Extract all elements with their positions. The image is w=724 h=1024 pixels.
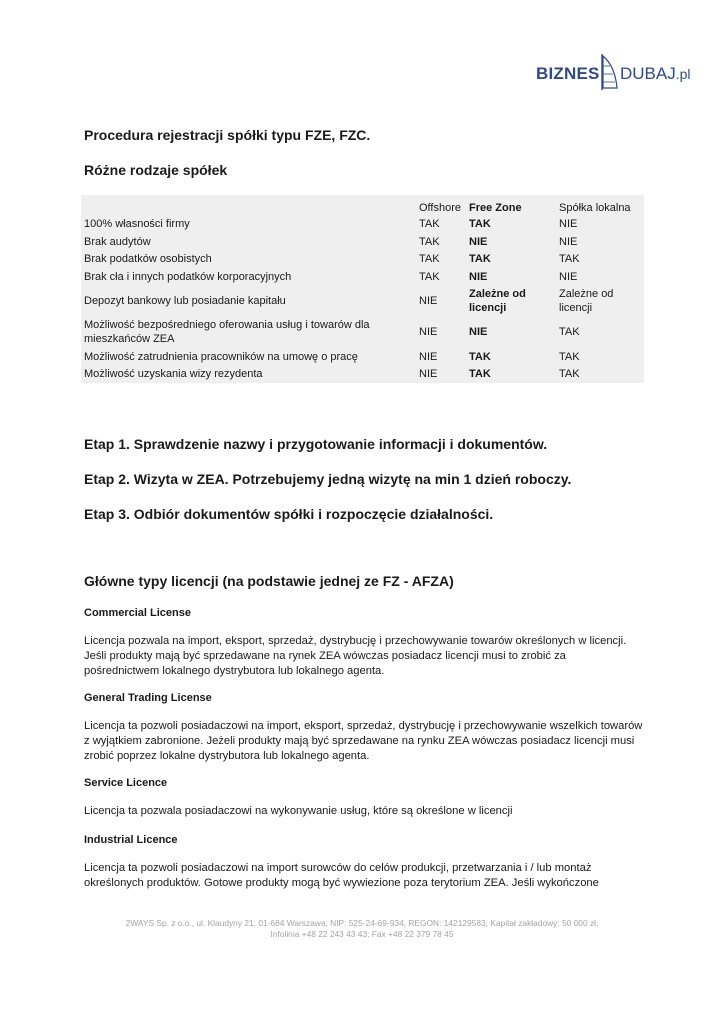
company-logo — [536, 52, 708, 92]
step-3-heading: Etap 3. Odbiór dokumentów spółki i rozpoczęcie działalności. — [84, 506, 494, 522]
free-zone-value: TAK — [469, 253, 491, 266]
section-heading-company-types: Różne rodzaje spółek — [84, 162, 228, 178]
offshore-value: TAK — [419, 235, 440, 248]
offshore-value: TAK — [419, 270, 440, 283]
row-label: Brak cła i innych podatków korporacyjnych — [84, 270, 292, 283]
license-description-commercial: Licencja pozwala na import, eksport, sprzedaż, dystrybucję i przechowywanie towarów określonych w licencji. Jeśli produkty mają być sprzedawane na rynek ZEA wówczas posiadacz licencji musi to zrobić za pośrednictwem lokalnego dystrybutora lub lokalnego agenta. — [84, 635, 627, 677]
table-row — [81, 317, 644, 348]
offshore-value: TAK — [419, 217, 440, 230]
logo-text-biznes: BIZNES — [536, 64, 600, 83]
table-row — [81, 348, 644, 366]
free-zone-value: TAK — [469, 368, 491, 381]
header-cell-local-company: Spółka lokalna — [559, 202, 631, 214]
step-2-heading: Etap 2. Wizyta w ZEA. Potrzebujemy jedną wizytę na min 1 dzień roboczy. — [84, 471, 572, 487]
local-company-value: Zależne od licencji — [559, 288, 614, 315]
license-name-industrial: Industrial Licence — [84, 834, 178, 846]
sail-icon — [598, 52, 620, 92]
company-comparison-table — [81, 195, 644, 383]
local-company-value: TAK — [559, 326, 580, 339]
footer-company-info: 2WAYS Sp. z o.o., ul. Klaudyny 21; 01-684 Warszawa; NIP: 525-24-69-934, REGON: 142129583; Kapitał zakładowy: 50 000 zł, — [125, 918, 599, 928]
table-row — [81, 268, 644, 286]
local-company-value: TAK — [559, 350, 580, 363]
free-zone-value: TAK — [469, 350, 491, 363]
document-title: Procedura rejestracji spółki typu FZE, FZC. — [84, 127, 371, 143]
license-description-service: Licencja ta pozwala posiadaczowi na wykonywanie usług, które są określone w licencji — [84, 805, 513, 817]
offshore-value: NIE — [419, 350, 438, 363]
table-row — [81, 233, 644, 251]
local-company-value: TAK — [559, 253, 580, 266]
free-zone-value: Zależne od licencji — [469, 288, 526, 315]
local-company-value: NIE — [559, 270, 578, 283]
offshore-value: TAK — [419, 253, 440, 266]
logo-text-dubaj: DUBAJ.pl — [620, 64, 691, 83]
local-company-value: NIE — [559, 235, 578, 248]
row-label: Brak podatków osobistych — [84, 253, 212, 266]
license-description-general-trading: Licencja ta pozwoli posiadaczowi na import, eksport, sprzedaż, dystrybucję i przechowywanie wszelkich towarów z wyjątkiem zabronione. Jeżeli produkty mają być sprzedawane na rynku ZEA wówczas posiadacz licencji musi zrobić poprzez lokalne dystrybutora lub lokalnego agenta. — [84, 720, 643, 762]
row-label: Możliwość bezpośredniego oferowania usług i towarów dla mieszkańców ZEA — [84, 319, 370, 346]
local-company-value: TAK — [559, 368, 580, 381]
free-zone-value: NIE — [469, 270, 488, 283]
table-row — [81, 286, 644, 317]
table-row — [81, 365, 644, 383]
free-zone-value: TAK — [469, 217, 491, 230]
licenses-heading: Główne typy licencji (na podstawie jednej ze FZ - AFZA) — [84, 573, 454, 589]
free-zone-value: NIE — [469, 326, 488, 339]
free-zone-value: NIE — [469, 235, 488, 248]
table-row — [81, 250, 644, 268]
license-name-service: Service Licence — [84, 777, 168, 789]
table-header-row — [81, 195, 644, 215]
row-label: Możliwość uzyskania wizy rezydenta — [84, 368, 263, 381]
step-1-heading: Etap 1. Sprawdzenie nazwy i przygotowanie informacji i dokumentów. — [84, 436, 548, 452]
license-name-general-trading: General Trading License — [84, 692, 212, 704]
header-cell-empty — [81, 195, 416, 215]
offshore-value: NIE — [419, 368, 438, 381]
row-label: Depozyt bankowy lub posiadanie kapitału — [84, 295, 286, 308]
row-label: 100% własności firmy — [84, 217, 190, 230]
header-cell-offshore: Offshore — [419, 202, 461, 214]
license-description-industrial: Licencja ta pozwoli posiadaczowi na import surowców do celów produkcji, przetwarzania i / lub montaż określonych produktów. Gotowe produkty mogą być wywiezione poza terytorium ZEA. Jeśli wykończone — [84, 862, 599, 889]
table-row — [81, 215, 644, 233]
license-name-commercial: Commercial License — [84, 607, 191, 619]
row-label: Brak audytów — [84, 235, 151, 248]
row-label: Możliwość zatrudnienia pracowników na umowę o pracę — [84, 350, 358, 363]
offshore-value: NIE — [419, 295, 438, 308]
page-footer — [0, 918, 724, 940]
offshore-value: NIE — [419, 326, 438, 339]
header-cell-free-zone: Free Zone — [469, 202, 522, 214]
local-company-value: NIE — [559, 217, 578, 230]
footer-contact-info: Infolinia +48 22 243 43 43; Fax +48 22 379 78 45 — [270, 929, 454, 939]
